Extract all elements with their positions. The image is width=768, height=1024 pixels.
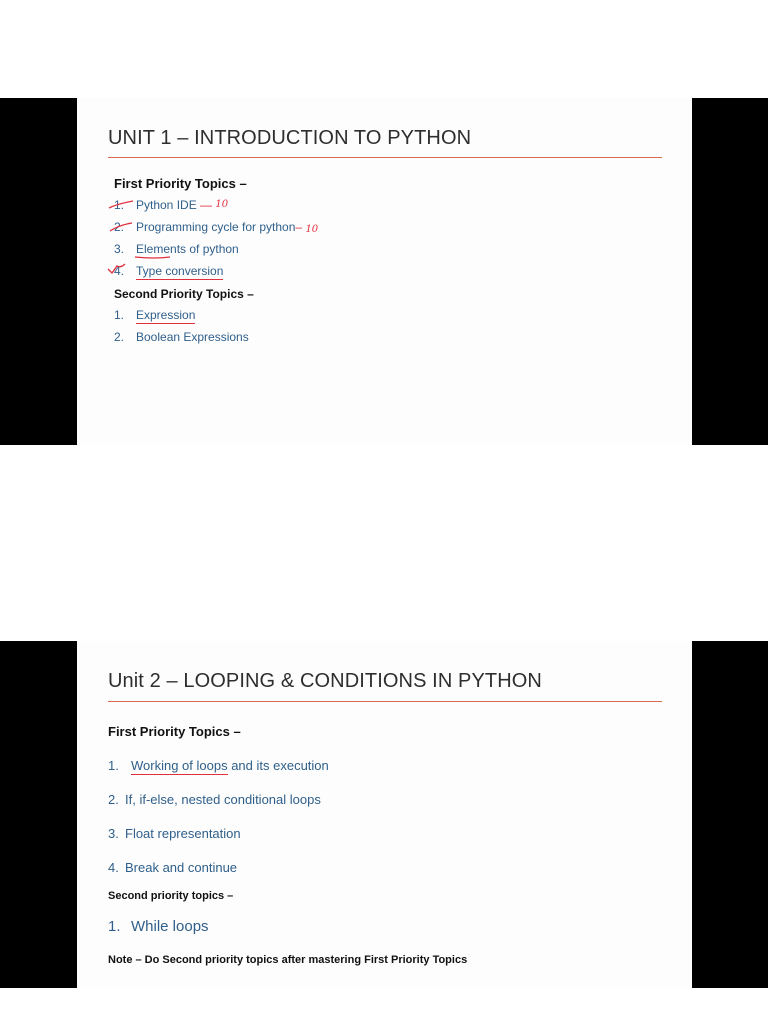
- slide-2-first-item-3: [108, 826, 241, 841]
- slide-2: [77, 641, 692, 988]
- slide-1-second-item-1: [114, 308, 195, 322]
- annotation-dash: —: [200, 198, 213, 212]
- annotation-dash: –: [295, 220, 303, 234]
- item-text: Elements of python: [136, 242, 239, 256]
- slide-2-first-item-4: [108, 860, 237, 875]
- item-number: 2.: [114, 330, 125, 344]
- slide-2-first-item-1: [108, 758, 329, 773]
- slide-1-title-rule: [108, 157, 662, 158]
- annotation-mark: 10: [215, 199, 229, 210]
- item-text: and its execution: [227, 758, 329, 773]
- item-text: Boolean Expressions: [136, 330, 249, 344]
- slide-2-title: Unit 2 – LOOPING & CONDITIONS IN PYTHON: [108, 670, 542, 692]
- item-number: 1.: [114, 198, 125, 212]
- item-text: While loops: [131, 918, 209, 935]
- item-number: 2.: [114, 220, 125, 234]
- slide-2-first-item-2: [108, 792, 321, 807]
- item-text-underlined: Working of loops: [131, 758, 228, 773]
- slide-2-second-priority-heading: Second priority topics –: [108, 890, 234, 902]
- item-text: If, if-else, nested conditional loops: [125, 792, 321, 807]
- item-number: 2.: [108, 792, 119, 807]
- item-text: Float representation: [125, 826, 241, 841]
- slide-1-first-item-2: [114, 220, 318, 234]
- slide-1: [77, 98, 692, 445]
- annotation-mark: 10: [305, 224, 319, 235]
- item-number: 4.: [114, 264, 125, 278]
- item-text: Programming cycle for python: [136, 220, 296, 234]
- slide-1-first-priority-heading: First Priority Topics –: [114, 176, 247, 191]
- item-text: Expression: [136, 308, 196, 322]
- slide-1-title: UNIT 1 – INTRODUCTION TO PYTHON: [108, 127, 472, 149]
- item-text: Python IDE: [136, 198, 197, 212]
- slide-2-frame: [0, 641, 768, 988]
- underline-elements: [135, 254, 195, 260]
- slide-1-second-item-2: [114, 330, 249, 344]
- slide-2-second-item-1: [108, 918, 209, 935]
- item-text: Type conversion: [136, 264, 224, 278]
- slide-1-frame: [0, 98, 768, 445]
- slide-2-title-rule: [108, 701, 662, 702]
- item-number: 1.: [108, 918, 121, 935]
- item-number: 4.: [108, 860, 119, 875]
- item-number: 1.: [108, 758, 119, 773]
- item-text: Break and continue: [125, 860, 238, 875]
- item-number: 1.: [114, 308, 125, 322]
- handwritten-tick-marks: [107, 198, 137, 278]
- slide-1-second-priority-heading: Second Priority Topics –: [114, 287, 254, 301]
- item-number: 3.: [108, 826, 119, 841]
- slide-2-note: Note – Do Second priority topics after mastering First Priority Topics: [108, 954, 468, 966]
- slide-2-first-priority-heading: First Priority Topics –: [108, 724, 241, 739]
- item-number: 3.: [114, 242, 125, 256]
